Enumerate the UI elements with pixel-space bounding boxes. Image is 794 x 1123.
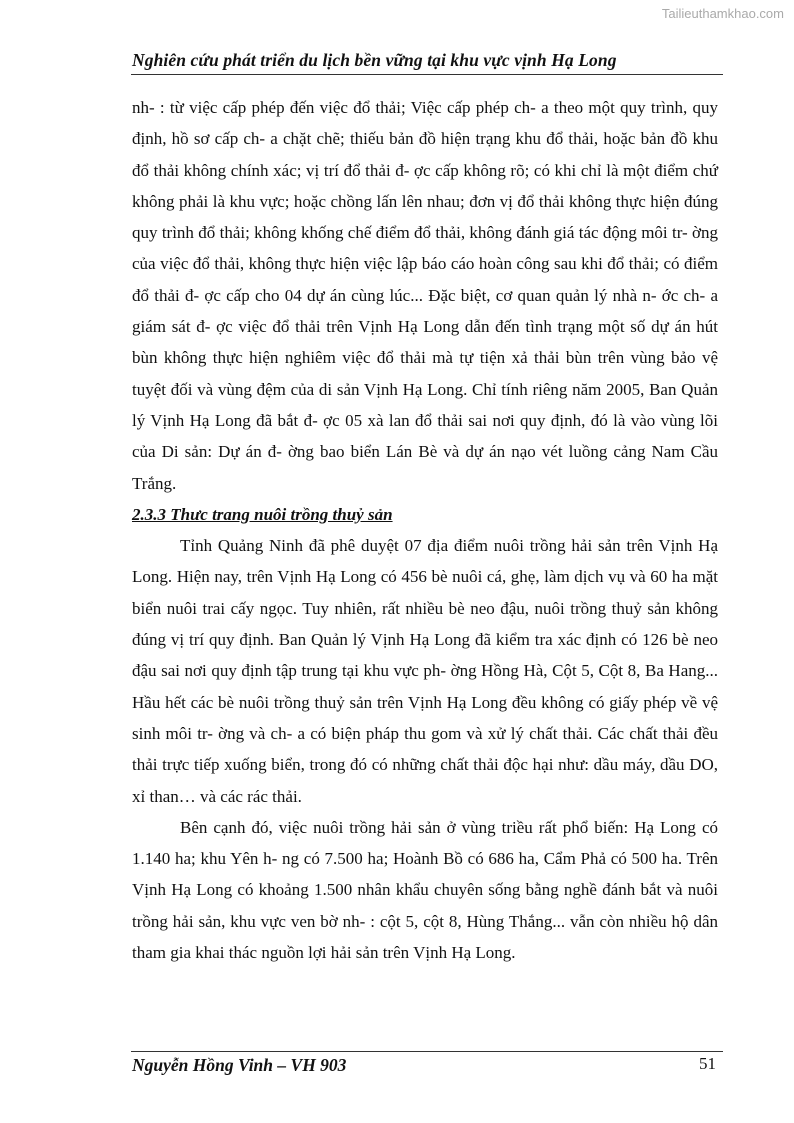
running-header: Nghiên cứu phát triển du lịch bền vững tại khu vực vịnh Hạ Long bbox=[132, 50, 617, 70]
body-paragraph-3: Bên cạnh đó, việc nuôi trồng hải sản ở vùng triều rất phổ biến: Hạ Long có 1.140 ha; khu Yên h- ng có 7.500 ha; Hoành Bồ có 686 ha, Cẩm Phả có 500 ha. Trên Vịnh Hạ Long có khoảng 1.500 nhân khẩu chuyên sống bằng nghề đánh bắt và nuôi trồng hải sản, khu vực ven bờ nh- : cột 5, cột 8, Hùng Thắng... vẫn còn nhiều hộ dân tham gia khai thác nguồn lợi hải sản trên Vịnh Hạ Long. bbox=[132, 817, 718, 963]
body-paragraph-2: Tỉnh Quảng Ninh đã phê duyệt 07 địa điểm nuôi trồng hải sản trên Vịnh Hạ Long. Hiện nay, trên Vịnh Hạ Long có 456 bè nuôi cá, ghẹ, làm dịch vụ và 60 ha mặt biển nuôi trai cấy ngọc. Tuy nhiên, rất nhiều bè neo đậu, nuôi trồng thuỷ sản không đúng vị trí quy định. Ban Quản lý Vịnh Hạ Long đã kiểm tra xác định có 126 bè neo đậu sai nơi quy định tập trung tại khu vực ph- ờng Hồng Hà, Cột 5, Cột 8, Ba Hang... Hầu hết các bè nuôi trồng thuỷ sản trên Vịnh Hạ Long đều không có giấy phép về vệ sinh môi tr- ờng và ch- a có biện pháp thu gom và xử lý chất thải. Các chất thải đều thải trực tiếp xuống biển, trong đó có những chất thải độc hại như: dầu máy, dầu DO, xỉ than… và các rác thải. bbox=[132, 536, 718, 806]
watermark: Tailieuthamkhao.com bbox=[661, 6, 784, 21]
section-heading: 2.3.3 Thưc trang nuôi trồng thuỷ sản bbox=[132, 504, 393, 524]
footer-rule bbox=[131, 1051, 723, 1052]
footer-author: Nguyễn Hồng Vinh – VH 903 bbox=[132, 1055, 347, 1075]
body-paragraph-1: nh- : từ việc cấp phép đến việc đổ thải; Việc cấp phép ch- a theo một quy trình, quy định, hồ sơ cấp ch- a chặt chẽ; thiếu bản đồ hiện trạng khu đổ thải, hoặc bản đồ khu đổ thải không chính xác; vị trí đổ thải đ- ợc cấp không rõ; có khi chỉ là một điểm chứ không phải là khu vực; hoặc chồng lấn lên nhau; đơn vị đổ thải không thực hiện đúng quy trình đổ thải; không khống chế điểm đổ thải, không đánh giá tác động môi tr- ờng của việc đổ thải, không thực hiện việc lập báo cáo hoàn công sau khi đổ thải; có điểm đổ thải đ- ợc cấp cho 04 dự án cùng lúc... Đặc biệt, cơ quan quản lý nhà n- ớc ch- a giám sát đ- ợc việc đổ thải trên Vịnh Hạ Long dẫn đến tình trạng một số dự án hút bùn không thực hiện nghiêm việc đổ thải mà tự tiện xả thải bùn trên vùng bảo vệ tuyệt đối và vùng đệm của di sản Vịnh Hạ Long. Chỉ tính riêng năm 2005, Ban Quản lý Vịnh Hạ Long đã bắt đ- ợc 05 xà lan đổ thải sai nơi quy định, đó là vào vùng lõi của Di sản: Dự án đ- ờng bao biển Lán Bè và dự án nạo vét luồng cảng Nam Cầu Trắng. bbox=[132, 98, 718, 493]
page-body bbox=[132, 92, 718, 968]
page-number: 51 bbox=[699, 1054, 716, 1073]
header-rule bbox=[131, 74, 723, 75]
